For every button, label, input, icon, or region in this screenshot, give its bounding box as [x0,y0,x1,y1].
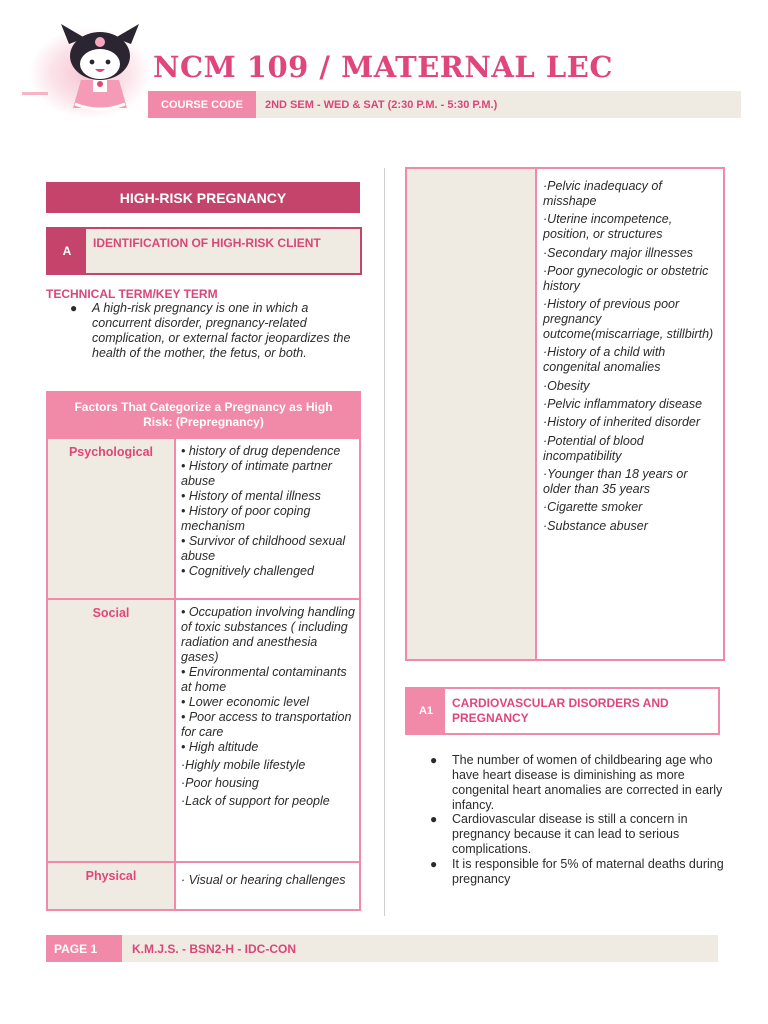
kuromi-mascot-icon [55,22,145,114]
list-item: ·Pelvic inadequacy of misshape [543,179,662,208]
list-item: ·Poor gynecologic or obstetric history [543,263,709,293]
factors-table [46,391,361,911]
list-item: ·Highly mobile lifestyle [181,758,306,772]
list-item: • Occupation involving handling of toxic substances ( including radiation and anesthesia gases) [181,605,355,664]
list-item: • History of poor coping mechanism [181,504,311,533]
list-item: ·Pelvic inflammatory disease [543,397,703,412]
page-number: PAGE 1 [46,935,122,962]
continued-factors-box [405,167,725,661]
list-item: • Environmental contaminants at home [181,665,347,694]
list-item: ·History of inherited disorder [543,415,701,430]
category-social: Social [47,599,175,862]
page-title: NCM 109 / MATERNAL LEC [153,50,613,84]
list-item: ·Substance abuser [543,518,648,533]
list-item: ·Potential of blood incompatibility [543,433,644,463]
section-title: IDENTIFICATION OF HIGH-RISK CLIENT [93,236,321,250]
continued-category-cell [407,169,537,659]
bullet-icon: ● [430,753,438,767]
continued-items-list [543,179,718,537]
footer-author: K.M.J.S. - BSN2-H - IDC-CON [132,941,297,956]
bullet-icon: ● [70,301,78,315]
section-letter: A [48,229,86,273]
definition-text: A high-risk pregnancy is one in which a concurrent disorder, pregnancy-related complication, or external factor jeopardizes the health of the mother, the fetus, or both. [92,301,351,360]
list-item: • History of intimate partner abuse [181,459,332,488]
section-a1-box [405,687,720,735]
course-code-label: COURSE CODE [148,91,256,118]
list-item: • High altitude [181,740,259,754]
list-item: • Cognitively challenged [181,564,314,578]
cardio-bullet-3: It is responsible for 5% of maternal deaths during pregnancy [452,857,724,886]
category-psychological: Psychological [47,438,175,599]
section-a-box [46,227,362,275]
list-item: • History of mental illness [181,489,321,503]
list-item: • Survivor of childhood sexual abuse [181,534,346,563]
cardio-bullet-2: Cardiovascular disease is still a concern in pregnancy because it can lead to serious complications. [452,812,688,856]
bullet-icon: ● [430,812,438,826]
category-physical: Physical [47,862,175,910]
list-item: • history of drug dependence [181,444,341,458]
course-schedule: 2ND SEM - WED & SAT (2:30 P.M. - 5:30 P.M.) [265,98,498,111]
table-row [47,599,360,862]
factors-table-header: Factors That Categorize a Pregnancy as High Risk: (Prepregnancy) [47,392,360,438]
list-item: ·Uterine incompetence, position, or structures [543,212,673,242]
section-heading: HIGH-RISK PREGNANCY [46,182,360,213]
list-item: • Lower economic level [181,695,310,709]
subsection-letter: A1 [407,689,445,733]
list-item: ·History of previous poor pregnancy outcome(miscarriage, stillbirth) [543,297,714,342]
table-row [47,862,360,910]
list-item: ·Younger than 18 years or older than 35 years [543,466,688,496]
list-item: ·Lack of support for people [181,794,330,808]
list-item: • Poor access to transportation for care [181,710,352,739]
list-item: ·Obesity [543,378,590,393]
subsection-title: CARDIOVASCULAR DISORDERS AND PREGNANCY [452,696,669,725]
list-item: ·Secondary major illnesses [543,245,694,260]
column-divider [384,168,385,916]
items-psychological [175,438,360,599]
technical-term-label: TECHNICAL TERM/KEY TERM [46,287,218,301]
list-item: ·History of a child with congenital anomalies [543,345,666,375]
items-physical [175,862,360,910]
decor-dash [22,92,48,95]
list-item: · Visual or hearing challenges [181,873,346,887]
table-row [47,438,360,599]
list-item: ·Poor housing [181,776,259,790]
bullet-icon: ● [430,857,438,871]
cardio-bullet-1: The number of women of childbearing age who have heart disease is diminishing as more congenital heart anomalies are corrected in early infancy. [452,753,723,812]
items-social [175,599,360,862]
list-item: ·Cigarette smoker [543,500,643,515]
